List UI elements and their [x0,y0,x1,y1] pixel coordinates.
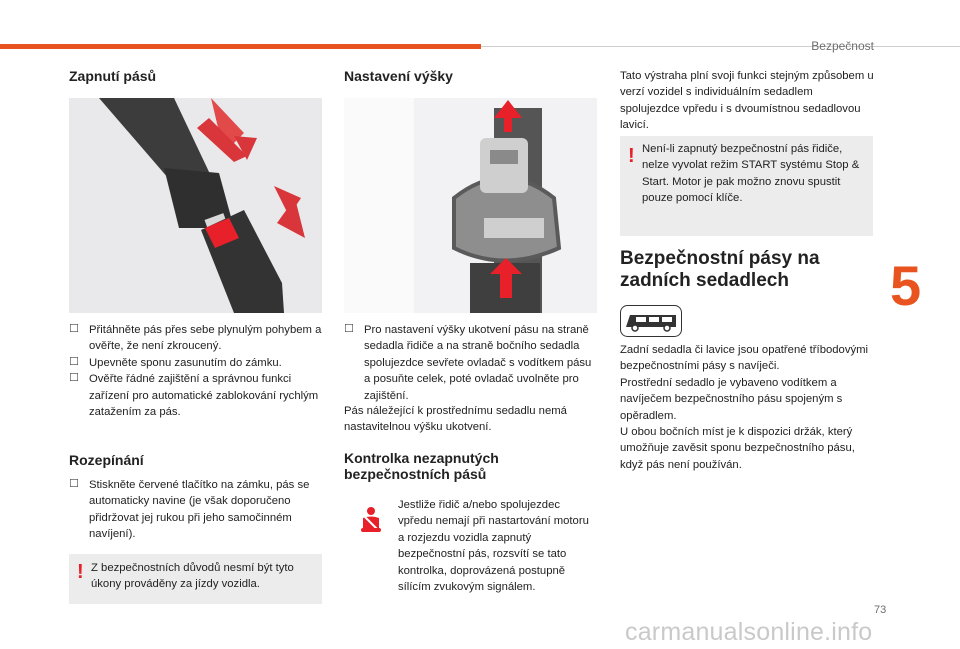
warning-text: Není-li zapnutý bezpečnostní pás řidiče, nelze vyvolat režim START systému Stop & Start. Motor je pak možno znovu spustit pouze pomocí klíče. [642,143,860,205]
rear-belts-text: Zadní sedadla či lavice jsou opatřené tříbodovými bezpečnostními pásy s navíječi. Prostřední sedadlo je vybaveno vodítkem a navíječem bezpečnostního pásu spojeným s opěradlem. U obou bočních míst je k dispozici držák, který umožňuje zavěsit sponu bezpečnostního pásu, když pás není používán. [620,344,869,471]
warning-box-stopstart [620,136,873,236]
fasten-list [69,322,324,420]
list-item: ☐ Ověřte řádné zajištění a správnou funkci zařízení pro automatické zablokování rychlým zatažením za pás. [69,371,324,420]
page-number: 73 [874,604,887,616]
warning-icon: ! [77,561,84,583]
seatbelt-warning-icon [357,506,385,534]
indicator-text: Jestliže řidič a/nebo spolujezdec vpředu nemají při nastartování motoru a rozjezdu vozidla zapnutý bezpečnostní pás, rozsvítí se tato kontrolka, doprovázená postupně sílícím zvukovým signálem. [398,499,589,594]
heading-height: Nastavení výšky [344,68,453,84]
list-item: ☐ Pro nastavení výšky ukotvení pásu na straně sedadla řidiče a na straně bočního sedadla spolujezdce sevřete ovladač s vodítkem pásu a posuňte celek, poté ovladač uvolněte pro zajištění. [344,322,599,404]
list-item: ☐ Upevněte sponu zasunutím do zámku. [69,355,324,371]
buckle-illustration [69,98,322,313]
heading-rear-belts: Bezpečnostní pásy na zadních sedadlech [620,248,820,291]
warning-icon: ! [628,145,635,167]
illustration-height [344,98,597,313]
height-note: Pás náležející k prostřednímu sedadlu nemá nastavitelnou výšku ukotvení. [344,405,567,434]
stopstart-intro: Tato výstraha plní svoji funkci stejným způsobem u verzí vozidel s individuálním sedadlem spolujezdce vpředu i s dvoumístnou sedadlovou lavicí. [620,70,874,132]
illustration-buckle [69,98,322,313]
chapter-number: 5 [890,254,922,317]
height-adjust-illustration [344,98,597,313]
height-list [344,322,599,404]
section-title: Bezpečnost [811,39,874,53]
release-list [69,477,324,543]
seatbelt-icon [357,506,385,534]
list-item: ☐ Stiskněte červené tlačítko na zámku, pás se automaticky navine (je však doporučeno přidržovat jej rukou při jeho samočinném navíjení). [69,477,324,543]
heading-indicator: Kontrolka nezapnutých bezpečnostních pásů [344,450,499,482]
warning-text: Z bezpečnostních důvodů nesmí být tyto úkony prováděny za jízdy vozidla. [91,562,294,591]
header-accent-bar [0,44,481,49]
heading-fasten: Zapnutí pásů [69,68,157,84]
vehicle-icon [620,305,682,337]
header-rule [481,46,960,47]
heading-release: Rozepínání [69,452,144,468]
list-item: ☐ Přitáhněte pás přes sebe plynulým pohybem a ověřte, že není zkroucený. [69,322,324,355]
watermark: carmanualsonline.info [625,618,873,646]
warning-box-driving [69,554,322,604]
van-icon [620,305,682,337]
